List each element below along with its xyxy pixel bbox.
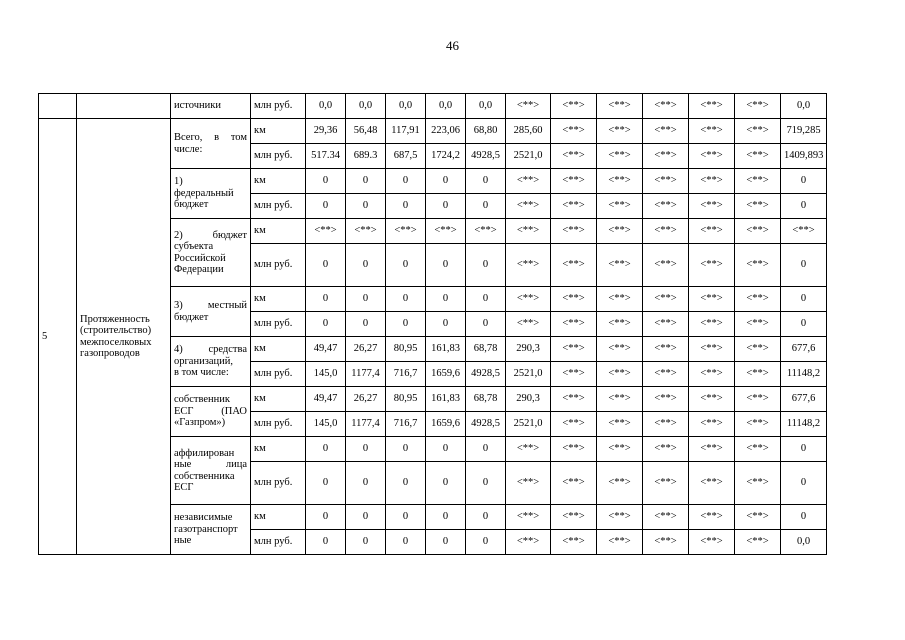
section-title [77, 119, 171, 555]
source-label-line: 1) [174, 176, 183, 188]
value-cell: 290,3 [506, 387, 551, 412]
value-cell: 0 [781, 437, 827, 462]
source-label-line: «Газпром») [174, 417, 226, 429]
value-cell: 0 [426, 312, 466, 337]
source-label-line: газотранспорт [174, 523, 238, 535]
value-cell: <**> [735, 119, 781, 144]
value-cell: <**> [551, 437, 597, 462]
value-cell: 0 [386, 287, 426, 312]
value-cell: <**> [735, 244, 781, 287]
value-cell: <**> [643, 144, 689, 169]
value-cell: 0 [426, 462, 466, 505]
value-cell: <**> [689, 362, 735, 387]
value-cell: <**> [597, 312, 643, 337]
value-cell: <**> [551, 312, 597, 337]
value-cell: 677,6 [781, 387, 827, 412]
value-cell: <**> [689, 219, 735, 244]
value-cell: <**> [597, 362, 643, 387]
value-cell: 0 [466, 530, 506, 555]
value-cell: 0 [346, 462, 386, 505]
value-cell: <**> [597, 219, 643, 244]
value-cell: <**> [689, 94, 735, 119]
value-cell: 0 [386, 437, 426, 462]
value-cell: <**> [643, 169, 689, 194]
value-cell: <**> [506, 437, 551, 462]
value-cell: <**> [597, 412, 643, 437]
value-cell: 56,48 [346, 119, 386, 144]
section-title-line: (строительство) [80, 325, 152, 336]
value-cell: <**> [506, 462, 551, 505]
value-cell: <**> [597, 119, 643, 144]
value-cell: 0 [306, 312, 346, 337]
source-label-line: 2) бюджет [174, 229, 247, 241]
source-label [171, 437, 251, 505]
value-cell: <**> [689, 412, 735, 437]
value-cell: 0 [466, 287, 506, 312]
unit-cell: км [251, 219, 306, 244]
value-cell: <**> [689, 312, 735, 337]
value-cell: <**> [426, 219, 466, 244]
value-cell: <**> [643, 287, 689, 312]
value-cell: <**> [551, 94, 597, 119]
value-cell: <**> [597, 387, 643, 412]
value-cell: 0 [426, 437, 466, 462]
value-cell: 0 [306, 287, 346, 312]
source-label-line: 3) местный [174, 300, 247, 311]
value-cell: <**> [735, 94, 781, 119]
value-cell: 80,95 [386, 387, 426, 412]
value-cell: 0 [466, 244, 506, 287]
unit-cell: млн руб. [251, 530, 306, 555]
source-label-line: организаций, [174, 355, 233, 367]
value-cell: 0 [781, 169, 827, 194]
value-cell: 285,60 [506, 119, 551, 144]
value-cell: 26,27 [346, 337, 386, 362]
value-cell: 68,78 [466, 387, 506, 412]
value-cell: 0 [781, 244, 827, 287]
value-cell: 290,3 [506, 337, 551, 362]
unit-cell: км [251, 337, 306, 362]
source-label-line: ЕСГ [174, 482, 194, 493]
value-cell: 1659,6 [426, 362, 466, 387]
unit-cell: млн руб. [251, 244, 306, 287]
value-cell: 80,95 [386, 337, 426, 362]
value-cell: 1177,4 [346, 412, 386, 437]
value-cell: 4928,5 [466, 144, 506, 169]
unit-cell: млн руб. [251, 144, 306, 169]
value-cell: 0 [306, 169, 346, 194]
value-cell: <**> [551, 169, 597, 194]
value-cell: 0 [426, 530, 466, 555]
value-cell: <**> [689, 462, 735, 505]
source-label-line: ЕСГ (ПАО [174, 405, 247, 417]
value-cell: <**> [551, 219, 597, 244]
value-cell: 0 [346, 287, 386, 312]
value-cell: <**> [597, 144, 643, 169]
value-cell: <**> [735, 505, 781, 530]
section-title-line: Протяженность [80, 313, 150, 325]
value-cell: <**> [689, 144, 735, 169]
value-cell: <**> [346, 219, 386, 244]
value-cell: 0 [346, 505, 386, 530]
source-label-line: субъекта [174, 241, 214, 252]
section-title-line: газопроводов [80, 348, 140, 359]
source-label-line: независимые [174, 512, 233, 524]
value-cell: <**> [689, 244, 735, 287]
value-cell: 0,0 [346, 94, 386, 119]
value-cell: <**> [597, 169, 643, 194]
source-label-line: собственник [174, 394, 231, 406]
value-cell: 0 [386, 194, 426, 219]
value-cell: <**> [689, 530, 735, 555]
value-cell: <**> [506, 194, 551, 219]
value-cell: <**> [735, 287, 781, 312]
value-cell: 716,7 [386, 412, 426, 437]
value-cell: <**> [643, 505, 689, 530]
value-cell: 0,0 [466, 94, 506, 119]
value-cell: 145,0 [306, 412, 346, 437]
table-body [39, 94, 891, 555]
value-cell: 716,7 [386, 362, 426, 387]
value-cell: 0 [346, 312, 386, 337]
unit-cell: млн руб. [251, 194, 306, 219]
value-cell: <**> [643, 194, 689, 219]
value-cell: <**> [506, 530, 551, 555]
value-cell: 0 [426, 505, 466, 530]
value-cell: <**> [735, 337, 781, 362]
value-cell: <**> [306, 219, 346, 244]
value-cell: 0 [426, 244, 466, 287]
value-cell: 4928,5 [466, 412, 506, 437]
value-cell: <**> [643, 362, 689, 387]
index-cell [39, 94, 77, 119]
unit-cell: млн руб. [251, 412, 306, 437]
value-cell: 161,83 [426, 337, 466, 362]
value-cell: 2521,0 [506, 144, 551, 169]
value-cell: <**> [551, 287, 597, 312]
value-cell: 0 [781, 194, 827, 219]
value-cell: <**> [597, 505, 643, 530]
value-cell: <**> [689, 505, 735, 530]
value-cell: 0 [306, 505, 346, 530]
value-cell: 29,36 [306, 119, 346, 144]
value-cell: <**> [551, 530, 597, 555]
value-cell: <**> [597, 94, 643, 119]
unit-cell: млн руб. [251, 312, 306, 337]
value-cell: 0 [346, 437, 386, 462]
value-cell: 0 [306, 530, 346, 555]
value-cell: 0 [466, 437, 506, 462]
value-cell: 145,0 [306, 362, 346, 387]
value-cell: <**> [597, 437, 643, 462]
unit-cell: км [251, 169, 306, 194]
table-row [39, 94, 891, 119]
source-label [171, 387, 251, 437]
value-cell: <**> [597, 462, 643, 505]
value-cell: <**> [551, 387, 597, 412]
value-cell: 0 [346, 194, 386, 219]
value-cell: <**> [689, 287, 735, 312]
value-cell: 0 [781, 505, 827, 530]
value-cell: <**> [643, 244, 689, 287]
table-row [39, 119, 891, 144]
value-cell: 0 [306, 194, 346, 219]
unit-cell: млн руб. [251, 94, 306, 119]
value-cell: 0 [306, 462, 346, 505]
value-cell: 0 [386, 530, 426, 555]
value-cell: <**> [551, 119, 597, 144]
value-cell: 11148,2 [781, 412, 827, 437]
value-cell: <**> [643, 94, 689, 119]
value-cell: 1409,893 [781, 144, 827, 169]
value-cell: <**> [506, 505, 551, 530]
source-cell: источники [171, 94, 251, 119]
source-label-line: 4) средства [174, 344, 247, 356]
source-label [171, 287, 251, 337]
unit-cell: млн руб. [251, 362, 306, 387]
value-cell: 0 [346, 530, 386, 555]
value-cell: <**> [506, 169, 551, 194]
value-cell: <**> [643, 119, 689, 144]
value-cell: <**> [597, 530, 643, 555]
section-title-line: межпоселковых [80, 336, 152, 348]
value-cell: <**> [506, 219, 551, 244]
value-cell: 1724,2 [426, 144, 466, 169]
source-label-line: аффилирован [174, 447, 235, 459]
value-cell: 0 [466, 462, 506, 505]
value-cell: 0 [306, 244, 346, 287]
value-cell: 0 [781, 462, 827, 505]
value-cell: <**> [506, 312, 551, 337]
source-label-line: числе: [174, 143, 203, 155]
value-cell: <**> [689, 387, 735, 412]
value-cell: <**> [597, 337, 643, 362]
value-cell: 1659,6 [426, 412, 466, 437]
value-cell: <**> [735, 387, 781, 412]
source-label-line: Федерации [174, 264, 224, 275]
source-label-line: ные [174, 535, 192, 547]
value-cell: <**> [643, 387, 689, 412]
value-cell: 0 [426, 194, 466, 219]
value-cell: <**> [551, 412, 597, 437]
value-cell: 0 [466, 169, 506, 194]
unit-cell: км [251, 387, 306, 412]
value-cell: 49,47 [306, 337, 346, 362]
value-cell: <**> [643, 412, 689, 437]
source-label [171, 169, 251, 219]
value-cell: <**> [551, 362, 597, 387]
value-cell: <**> [506, 244, 551, 287]
value-cell: 68,78 [466, 337, 506, 362]
value-cell: 0,0 [386, 94, 426, 119]
value-cell: 1177,4 [346, 362, 386, 387]
value-cell: 117,91 [386, 119, 426, 144]
unit-cell: км [251, 505, 306, 530]
source-label-line: собственника [174, 470, 235, 482]
value-cell: 0 [466, 312, 506, 337]
value-cell: 0 [426, 287, 466, 312]
value-cell: <**> [735, 219, 781, 244]
section-index: 5 [39, 119, 77, 555]
value-cell: <**> [551, 244, 597, 287]
financing-table [38, 93, 891, 555]
value-cell: <**> [689, 194, 735, 219]
source-label-line: бюджет [174, 311, 209, 323]
value-cell: 0 [306, 437, 346, 462]
value-cell: <**> [643, 337, 689, 362]
value-cell: <**> [643, 530, 689, 555]
value-cell: <**> [689, 119, 735, 144]
value-cell: <**> [597, 194, 643, 219]
unit-cell: км [251, 119, 306, 144]
value-cell: <**> [643, 312, 689, 337]
source-label [171, 219, 251, 287]
value-cell: 0 [346, 169, 386, 194]
value-cell: 0 [386, 244, 426, 287]
value-cell: <**> [386, 219, 426, 244]
value-cell: <**> [689, 437, 735, 462]
value-cell: <**> [551, 144, 597, 169]
value-cell: 0,0 [306, 94, 346, 119]
value-cell: 0,0 [426, 94, 466, 119]
value-cell: 0 [426, 169, 466, 194]
value-cell: <**> [643, 462, 689, 505]
value-cell: <**> [735, 437, 781, 462]
value-cell: <**> [735, 412, 781, 437]
value-cell: 719,285 [781, 119, 827, 144]
value-cell: <**> [689, 337, 735, 362]
value-cell: 4928,5 [466, 362, 506, 387]
value-cell: <**> [689, 169, 735, 194]
value-cell: <**> [643, 219, 689, 244]
value-cell: <**> [781, 219, 827, 244]
value-cell: 2521,0 [506, 412, 551, 437]
value-cell: <**> [551, 462, 597, 505]
source-label-line: в том числе: [174, 367, 229, 379]
value-cell: <**> [735, 462, 781, 505]
value-cell: <**> [597, 287, 643, 312]
value-cell: <**> [506, 287, 551, 312]
page-number: 46 [446, 38, 459, 53]
unit-cell: км [251, 287, 306, 312]
value-cell: <**> [735, 312, 781, 337]
source-label [171, 119, 251, 169]
value-cell: <**> [597, 244, 643, 287]
value-cell: 161,83 [426, 387, 466, 412]
value-cell: 2521,0 [506, 362, 551, 387]
value-cell: <**> [506, 94, 551, 119]
value-cell: <**> [735, 362, 781, 387]
value-cell: 0 [386, 312, 426, 337]
source-label [171, 505, 251, 555]
value-cell: 68,80 [466, 119, 506, 144]
value-cell: <**> [551, 337, 597, 362]
value-cell: 517.34 [306, 144, 346, 169]
value-cell: 223,06 [426, 119, 466, 144]
value-cell: 689.3 [346, 144, 386, 169]
value-cell: <**> [735, 144, 781, 169]
source-label-line: бюджет [174, 199, 209, 211]
value-cell: 0 [781, 287, 827, 312]
title-cell [77, 94, 171, 119]
value-cell: <**> [551, 505, 597, 530]
value-cell: <**> [735, 169, 781, 194]
value-cell: 0 [386, 462, 426, 505]
source-label-line: Российской [174, 252, 226, 264]
value-cell: 11148,2 [781, 362, 827, 387]
value-cell: 0 [346, 244, 386, 287]
value-cell: <**> [643, 437, 689, 462]
source-label-line: федеральный [174, 187, 234, 199]
value-cell: 687,5 [386, 144, 426, 169]
value-cell: 0,0 [781, 94, 827, 119]
value-cell: 677,6 [781, 337, 827, 362]
source-label-line: ные лица [174, 459, 247, 470]
unit-cell: млн руб. [251, 462, 306, 505]
value-cell: <**> [735, 530, 781, 555]
value-cell: 0 [466, 194, 506, 219]
source-label [171, 337, 251, 387]
value-cell: 0 [386, 169, 426, 194]
source-label-line: Всего, в том [174, 132, 247, 143]
value-cell: <**> [551, 194, 597, 219]
value-cell: 49,47 [306, 387, 346, 412]
value-cell: 0 [386, 505, 426, 530]
value-cell: <**> [466, 219, 506, 244]
value-cell: 0 [466, 505, 506, 530]
value-cell: 0,0 [781, 530, 827, 555]
unit-cell: км [251, 437, 306, 462]
value-cell: 0 [781, 312, 827, 337]
value-cell: <**> [735, 194, 781, 219]
value-cell: 26,27 [346, 387, 386, 412]
